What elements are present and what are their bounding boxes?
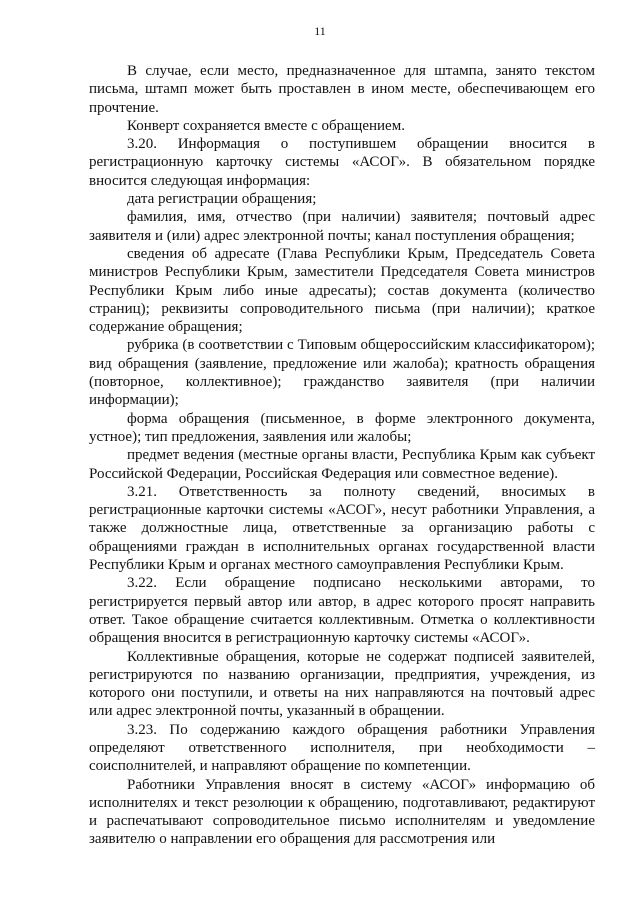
paragraph: дата регистрации обращения;: [127, 191, 317, 208]
paragraph: Работники Управления вносят в систему «АСОГ» информацию об исполнителях и текст резолюции к обращению, подготавливают, редактируют и распечатывают сопроводительное письмо исполнителям и уведомление заявителю о направлении его обращения для рассмотрения или: [89, 776, 595, 848]
paragraph: 3.21. Ответственность за полноту сведений, вносимых в регистрационные карточки системы «АСОГ», несут работники Управления, а также должностные лица, ответственные за организацию работы с обращениями граждан в исполнительных органах государственной власти Республики Крым и органах местного самоуправления Республики Крым.: [89, 483, 595, 574]
page-number: 11: [314, 24, 326, 38]
paragraph: 3.20. Информация о поступившем обращении вносится в регистрационную карточку системы «АСОГ». В обязательном порядке вносится следующая информация:: [89, 136, 595, 189]
paragraph: предмет ведения (местные органы власти, Республика Крым как субъект Российской Федерации, Российская Федерация или совместное ведение).: [89, 447, 595, 482]
paragraph: форма обращения (письменное, в форме электронного документа, устное); тип предложения, заявления или жалобы;: [89, 410, 595, 445]
paragraph: 3.22. Если обращение подписано несколькими авторами, то регистрируется первый автор или автор, в адрес которого просят направить ответ. Такое обращение считается коллективным. Отметка о коллективности обращения вносится в регистрационную карточку системы «АСОГ».: [89, 575, 595, 647]
paragraph: 3.23. По содержанию каждого обращения работники Управления определяют ответственного исполнителя, при необходимости – соисполнителей, и направляют обращение по компетенции.: [89, 721, 595, 775]
paragraph: рубрика (в соответствии с Типовым общероссийским классификатором); вид обращения (заявление, предложение или жалоба); кратность обращения (повторное, коллективное); гражданство заявителя (при наличии информации);: [89, 337, 595, 409]
paragraph: В случае, если место, предназначенное для штампа, занято текстом письма, штамп может быть проставлен в ином месте, обеспечивающем его прочтение.: [89, 63, 595, 116]
paragraph: Конверт сохраняется вместе с обращением.: [127, 117, 405, 134]
paragraph: Коллективные обращения, которые не содержат подписей заявителей, регистрируются по названию организации, предприятия, учреждения, из которого они поступили, и ответы на них направляются на почтовый адрес или адрес электронной почты, указанный в обращении.: [89, 648, 595, 720]
paragraph: фамилия, имя, отчество (при наличии) заявителя; почтовый адрес заявителя и (или) адрес электронной почты; канал поступления обращения;: [89, 209, 595, 244]
paragraph: сведения об адресате (Глава Республики Крым, Председатель Совета министров Республики Крым, заместители Председателя Совета министров Республики Крым либо иные адресаты); состав документа (количество страниц); реквизиты сопроводительного письма (при наличии); краткое содержание обращения;: [89, 245, 595, 336]
document-body: [89, 62, 595, 849]
